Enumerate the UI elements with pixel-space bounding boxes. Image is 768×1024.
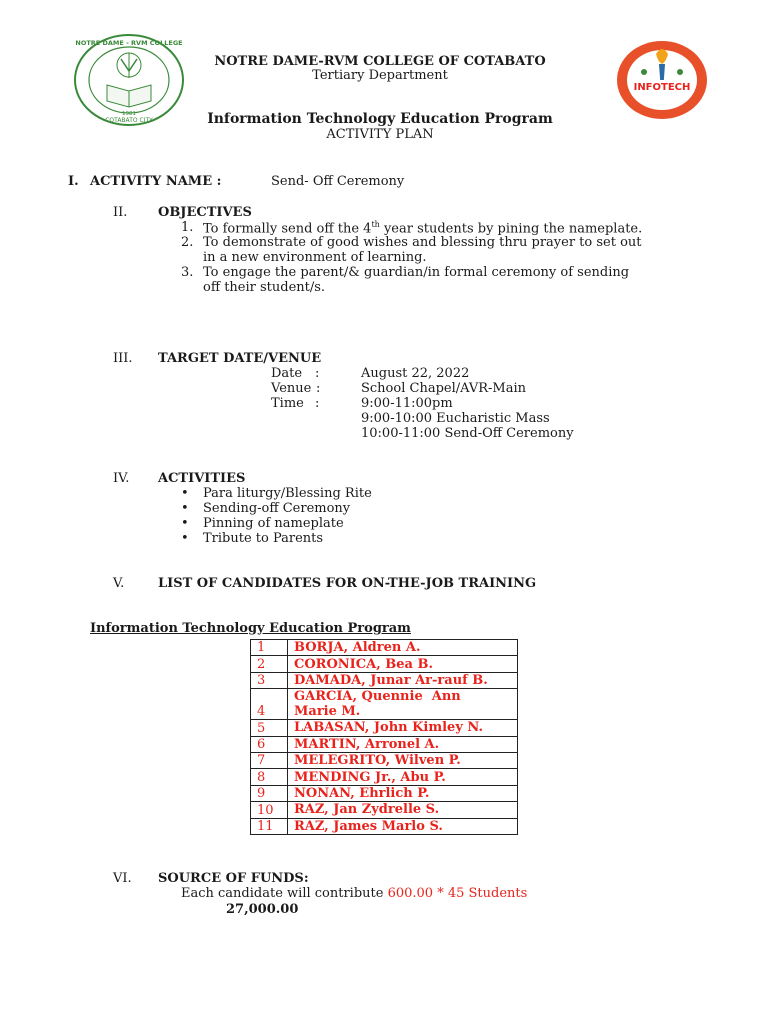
table-row xyxy=(251,640,518,656)
candidate-number: 4 xyxy=(251,689,288,720)
activity-item: Tribute to Parents xyxy=(203,531,324,546)
section-4-number: IV. xyxy=(113,471,130,486)
candidates-table xyxy=(250,639,518,835)
candidate-number: 7 xyxy=(251,752,288,768)
objective-2-line1: To demonstrate of good wishes and blessing thru prayer to set out xyxy=(203,235,642,250)
section-6-label: SOURCE OF FUNDS: xyxy=(158,871,309,886)
table-row xyxy=(251,802,518,818)
section-5-label: LIST OF CANDIDATES FOR ON-THE-JOB TRAINING xyxy=(158,576,537,591)
candidate-number: 11 xyxy=(251,818,288,834)
section-1-number: I. xyxy=(68,174,79,189)
table-row xyxy=(251,689,518,720)
seal-bottom-text: COTABATO CITY xyxy=(105,117,153,124)
candidate-name xyxy=(288,689,518,720)
candidate-number: 1 xyxy=(251,640,288,656)
section-3-number: III. xyxy=(113,351,133,366)
section-5-number: V. xyxy=(113,576,125,591)
venue-label: Venue xyxy=(271,381,312,396)
time-colon: : xyxy=(315,396,320,411)
time-label: Time xyxy=(271,396,304,411)
venue-value: School Chapel/AVR-Main xyxy=(361,381,527,396)
program-title: Information Technology Education Program xyxy=(207,111,553,127)
candidate-name-line1: GARCIA, Quennie Ann xyxy=(294,689,461,705)
time-sub-1: 9:00-10:00 Eucharistic Mass xyxy=(361,411,550,426)
table-row xyxy=(251,720,518,736)
candidate-name: LABASAN, John Kimley N. xyxy=(288,720,518,736)
table-row xyxy=(251,769,518,785)
date-value: August 22, 2022 xyxy=(361,366,470,381)
time-value: 9:00-11:00pm xyxy=(361,396,453,411)
objective-1-number: 1. xyxy=(181,220,194,235)
candidate-name: DAMADA, Junar Ar-rauf B. xyxy=(288,672,518,688)
candidate-number: 9 xyxy=(251,785,288,801)
objective-2-line2: in a new environment of learning. xyxy=(203,250,427,265)
college-name: NOTRE DAME-RVM COLLEGE OF COTABATO xyxy=(214,54,546,69)
objective-1-post: year students by pining the nameplate. xyxy=(379,221,643,237)
candidate-name: MARTIN, Arronel A. xyxy=(288,736,518,752)
candidate-number: 8 xyxy=(251,769,288,785)
section-4-label: ACTIVITIES xyxy=(158,471,246,486)
infotech-seal-logo xyxy=(616,40,708,120)
bullet-icon: • xyxy=(181,516,189,531)
section-2-number: II. xyxy=(113,205,128,220)
section-6-number: VI. xyxy=(113,871,132,886)
objective-3-line1: To engage the parent/& guardian/in formal ceremony of sending xyxy=(203,265,630,280)
candidate-name: CORONICA, Bea B. xyxy=(288,656,518,672)
candidate-number: 6 xyxy=(251,736,288,752)
candidate-number: 10 xyxy=(251,802,288,818)
objective-2-number: 2. xyxy=(181,235,194,250)
candidate-name-line2: Marie M. xyxy=(294,704,361,720)
venue-colon: : xyxy=(316,381,321,396)
bullet-icon: • xyxy=(181,531,189,546)
candidate-number: 5 xyxy=(251,720,288,736)
table-row xyxy=(251,785,518,801)
activity-name-value: Send- Off Ceremony xyxy=(271,174,405,189)
table-row xyxy=(251,656,518,672)
objective-1-text xyxy=(203,220,642,236)
bullet-icon: • xyxy=(181,501,189,516)
candidate-number: 3 xyxy=(251,672,288,688)
table-row xyxy=(251,672,518,688)
objective-1-sup: th xyxy=(371,220,380,229)
candidate-name: MENDING Jr., Abu P. xyxy=(288,769,518,785)
funds-highlight: 600.00 * 45 Students xyxy=(387,886,528,901)
activity-item: Sending-off Ceremony xyxy=(203,501,351,516)
seal-infotech-text: INFOTECH xyxy=(633,82,691,93)
funds-text-prefix: Each candidate will contribute xyxy=(181,886,388,901)
date-label: Date xyxy=(271,366,303,381)
candidate-name: MELEGRITO, Wilven P. xyxy=(288,752,518,768)
funds-text xyxy=(181,886,527,901)
department-name: Tertiary Department xyxy=(312,68,448,83)
activity-item: Para liturgy/Blessing Rite xyxy=(203,486,372,501)
seal-top-text: NOTRE DAME - RVM COLLEGE xyxy=(75,39,183,47)
candidate-name: BORJA, Aldren A. xyxy=(288,640,518,656)
time-sub-2: 10:00-11:00 Send-Off Ceremony xyxy=(361,426,574,441)
section-2-label: OBJECTIVES xyxy=(158,205,252,220)
section-3-label: TARGET DATE/VENUE xyxy=(158,351,322,366)
candidate-name: RAZ, James Marlo S. xyxy=(288,818,518,834)
table-row xyxy=(251,736,518,752)
candidate-number: 2 xyxy=(251,656,288,672)
table-row xyxy=(251,752,518,768)
bullet-icon: • xyxy=(181,486,189,501)
seal-year-text: 1981 xyxy=(122,111,136,117)
date-colon: : xyxy=(315,366,320,381)
objective-1-pre: To formally send off the 4 xyxy=(203,221,372,237)
candidates-program-heading: Information Technology Education Program xyxy=(90,621,411,636)
activity-item: Pinning of nameplate xyxy=(203,516,344,531)
candidate-name: RAZ, Jan Zydrelle S. xyxy=(288,802,518,818)
table-row xyxy=(251,818,518,834)
objective-3-line2: off their student/s. xyxy=(203,280,326,295)
objective-3-number: 3. xyxy=(181,265,194,280)
candidate-name: NONAN, Ehrlich P. xyxy=(288,785,518,801)
section-1-label: ACTIVITY NAME : xyxy=(90,174,222,189)
funds-total: 27,000.00 xyxy=(226,902,299,917)
plan-title: ACTIVITY PLAN xyxy=(326,127,434,142)
